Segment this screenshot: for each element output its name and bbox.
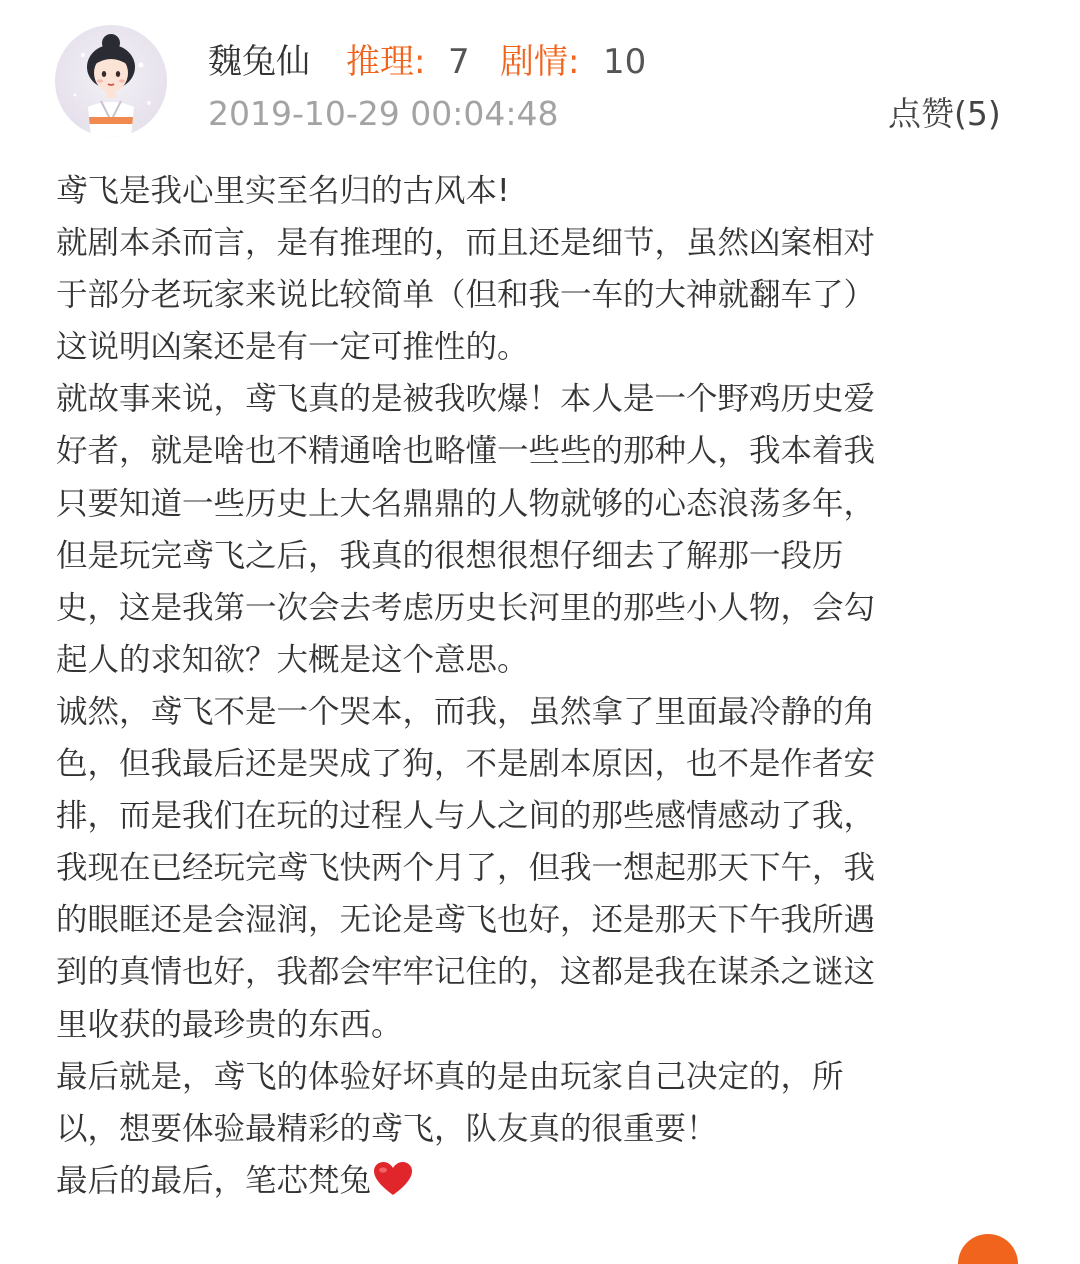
rating-label-reasoning: 推理: — [346, 42, 426, 82]
avatar[interactable] — [55, 25, 167, 137]
content-line: 史，这是我第一次会去考虑历史长河里的那些小人物，会勾 — [56, 589, 876, 626]
content-line-last — [56, 1155, 991, 1207]
heart-icon — [373, 1161, 413, 1213]
content-line: 就剧本杀而言，是有推理的，而且还是细节，虽然凶案相对 — [56, 225, 876, 262]
rating-value-plot: 10 — [603, 42, 647, 82]
review-timestamp: 2019-10-29 00:04:48 — [208, 94, 559, 133]
content-line: 起人的求知欲？大概是这个意思。 — [56, 641, 529, 678]
content-line: 到的真情也好，我都会牢牢记住的，这都是我在谋杀之谜这 — [56, 954, 876, 991]
content-line: 只要知道一些历史上大名鼎鼎的人物就够的心态浪荡多年， — [56, 485, 876, 522]
avatar-illustration — [55, 25, 167, 137]
content-line: 就故事来说，鸢飞真的是被我吹爆！本人是一个野鸡历史爱 — [56, 381, 876, 418]
rating-label-plot: 剧情: — [500, 42, 580, 82]
content-line: 鸢飞是我心里实至名归的古风本! — [56, 173, 510, 209]
content-line: 里收获的最珍贵的东西。 — [56, 1006, 403, 1043]
rating-value-reasoning: 7 — [448, 42, 470, 82]
content-line: 以，想要体验最精彩的鸢飞，队友真的很重要！ — [56, 1110, 718, 1147]
content-line: 诚然，鸢飞不是一个哭本，而我，虽然拿了里面最冷静的角 — [56, 693, 876, 730]
content-line: 最后就是，鸢飞的体验好坏真的是由玩家自己决定的，所 — [56, 1058, 844, 1095]
review-content — [56, 165, 991, 1207]
user-name[interactable]: 魏兔仙 — [208, 42, 310, 82]
content-line-last-text: 最后的最后，笔芯梵兔 — [56, 1162, 372, 1199]
content-line: 但是玩完鸢飞之后，我真的很想很想仔细去了解那一段历 — [56, 537, 844, 574]
content-line: 的眼眶还是会湿润，无论是鸢飞也好，还是那天下午我所遇 — [56, 902, 876, 939]
content-line: 好者，就是啥也不精通啥也略懂一些些的那种人，我本着我 — [56, 433, 876, 470]
content-line: 色，但我最后还是哭成了狗，不是剧本原因，也不是作者安 — [56, 746, 876, 783]
content-line: 这说明凶案还是有一定可推性的。 — [56, 329, 529, 366]
content-line: 我现在已经玩完鸢飞快两个月了，但我一想起那天下午，我 — [56, 850, 876, 887]
content-line: 排，而是我们在玩的过程人与人之间的那些感情感动了我， — [56, 798, 876, 835]
content-line: 于部分老玩家来说比较简单（但和我一车的大神就翻车了） — [56, 277, 876, 314]
like-button[interactable]: 点赞(5) — [888, 94, 1001, 133]
corner-badge[interactable] — [958, 1234, 1018, 1264]
